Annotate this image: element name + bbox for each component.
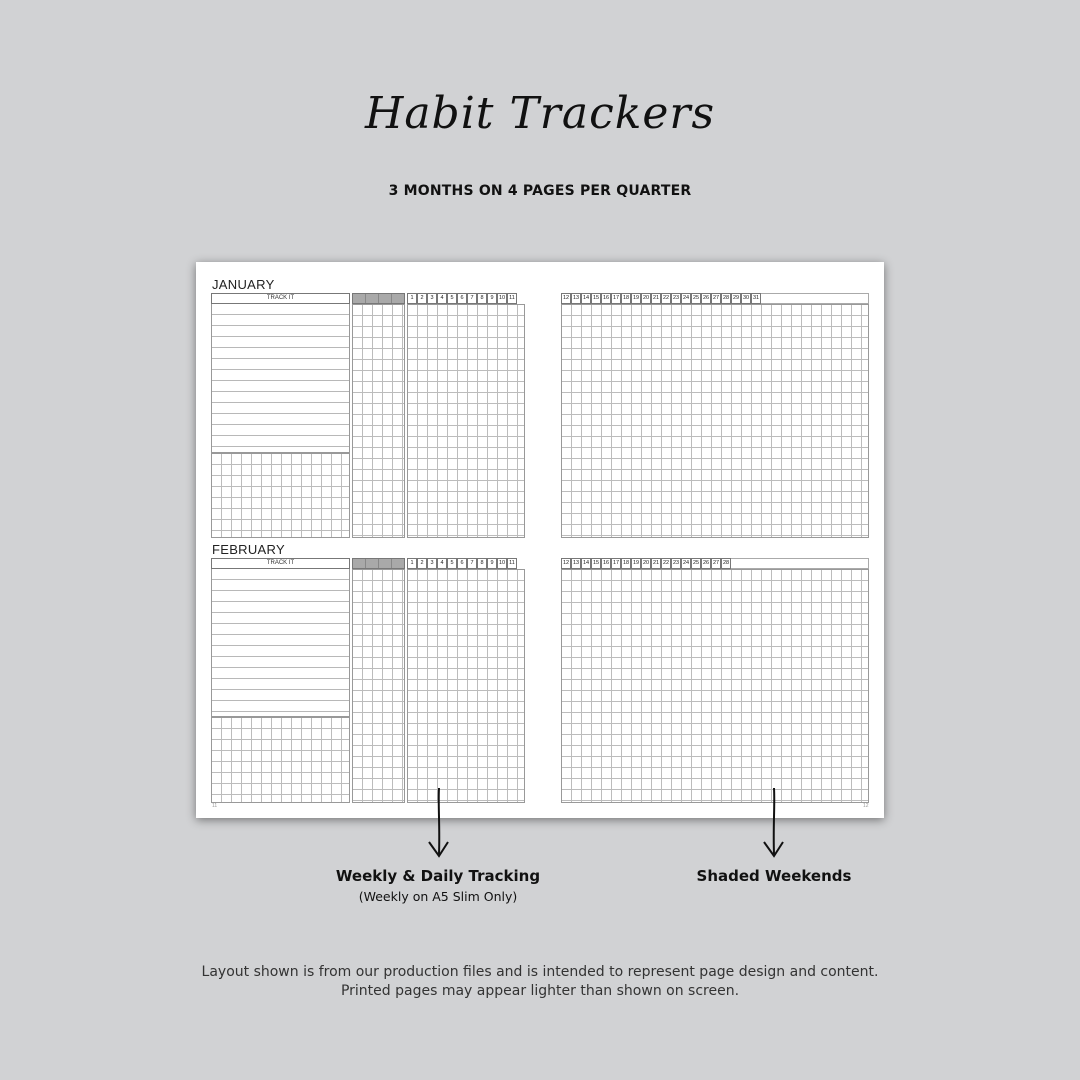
daily-grid-left <box>407 304 525 538</box>
day-number: 12 <box>561 293 571 304</box>
day-number: 14 <box>581 558 591 569</box>
callout-title: Shaded Weekends <box>696 867 852 885</box>
planner-spread <box>196 262 884 818</box>
arrow-down-icon <box>424 786 452 860</box>
day-header-row <box>407 293 517 304</box>
day-number: 10 <box>497 558 507 569</box>
day-number: 20 <box>641 293 651 304</box>
day-number: 6 <box>457 558 467 569</box>
day-number: 13 <box>571 293 581 304</box>
day-number: 31 <box>751 293 761 304</box>
page-number-left: 11 <box>212 803 218 809</box>
day-number: 1 <box>407 558 417 569</box>
day-number: 27 <box>711 558 721 569</box>
day-number: 9 <box>487 558 497 569</box>
day-number: 24 <box>681 293 691 304</box>
day-number: 26 <box>701 293 711 304</box>
day-number: 9 <box>487 293 497 304</box>
day-number: 17 <box>611 293 621 304</box>
day-number: 23 <box>671 293 681 304</box>
page-title: Habit Trackers <box>364 88 716 139</box>
day-number: 24 <box>681 558 691 569</box>
day-number: 2 <box>417 293 427 304</box>
track-it-header: TRACK IT <box>211 293 350 304</box>
day-number: 19 <box>631 293 641 304</box>
disclaimer <box>0 963 1080 1001</box>
day-number: 14 <box>581 293 591 304</box>
day-number: 11 <box>507 558 517 569</box>
daily-grid-right <box>561 304 869 538</box>
month-label-january: JANUARY <box>212 277 275 292</box>
day-number: 17 <box>611 558 621 569</box>
notes-grid <box>211 717 350 803</box>
day-number: 28 <box>721 293 731 304</box>
day-number: 16 <box>601 558 611 569</box>
day-number: 25 <box>691 558 701 569</box>
day-number: 18 <box>621 293 631 304</box>
day-number: 5 <box>447 293 457 304</box>
callout-weekly-daily <box>318 867 558 904</box>
day-number: 12 <box>561 558 571 569</box>
day-number: 22 <box>661 558 671 569</box>
day-number: 21 <box>651 293 661 304</box>
day-number: 21 <box>651 558 661 569</box>
day-number: 25 <box>691 293 701 304</box>
month-label-february: FEBRUARY <box>212 542 285 557</box>
day-number: 1 <box>407 293 417 304</box>
day-number: 26 <box>701 558 711 569</box>
day-number: 19 <box>631 558 641 569</box>
weekly-header-shaded <box>352 293 405 304</box>
day-number: 3 <box>427 293 437 304</box>
notes-grid <box>211 453 350 538</box>
callout-title: Weekly & Daily Tracking <box>335 867 541 885</box>
arrow-down-icon <box>760 786 788 860</box>
day-number: 29 <box>731 293 741 304</box>
day-number: 18 <box>621 558 631 569</box>
day-number: 23 <box>671 558 681 569</box>
day-number: 15 <box>591 558 601 569</box>
daily-grid-left <box>407 569 525 803</box>
day-header-row <box>561 293 761 304</box>
weekly-grid <box>352 569 405 803</box>
page-number-right: 12 <box>863 803 869 809</box>
day-number: 6 <box>457 293 467 304</box>
day-number: 2 <box>417 558 427 569</box>
day-number: 8 <box>477 558 487 569</box>
day-number: 22 <box>661 293 671 304</box>
day-number: 13 <box>571 558 581 569</box>
day-number: 4 <box>437 293 447 304</box>
callout-shaded-weekends <box>664 867 884 885</box>
callout-note: (Weekly on A5 Slim Only) <box>358 889 518 904</box>
weekly-grid <box>352 304 405 538</box>
track-it-header: TRACK IT <box>211 558 350 569</box>
daily-grid-right <box>561 569 869 803</box>
page-subtitle: 3 MONTHS ON 4 PAGES PER QUARTER <box>388 183 692 199</box>
weekly-header-shaded <box>352 558 405 569</box>
day-number: 7 <box>467 558 477 569</box>
day-number: 10 <box>497 293 507 304</box>
day-number: 7 <box>467 293 477 304</box>
disclaimer-line: Layout shown is from our production files and is intended to represent page design and content. <box>201 964 879 980</box>
day-number: 16 <box>601 293 611 304</box>
day-number: 20 <box>641 558 651 569</box>
habit-list-lines <box>211 304 350 453</box>
day-header-row <box>561 558 731 569</box>
habit-list-lines <box>211 569 350 717</box>
day-number: 15 <box>591 293 601 304</box>
disclaimer-line: Printed pages may appear lighter than shown on screen. <box>340 983 740 999</box>
day-number: 3 <box>427 558 437 569</box>
day-number: 27 <box>711 293 721 304</box>
day-header-row <box>407 558 517 569</box>
day-number: 30 <box>741 293 751 304</box>
day-number: 4 <box>437 558 447 569</box>
day-number: 11 <box>507 293 517 304</box>
day-number: 5 <box>447 558 457 569</box>
day-number: 28 <box>721 558 731 569</box>
day-number: 8 <box>477 293 487 304</box>
